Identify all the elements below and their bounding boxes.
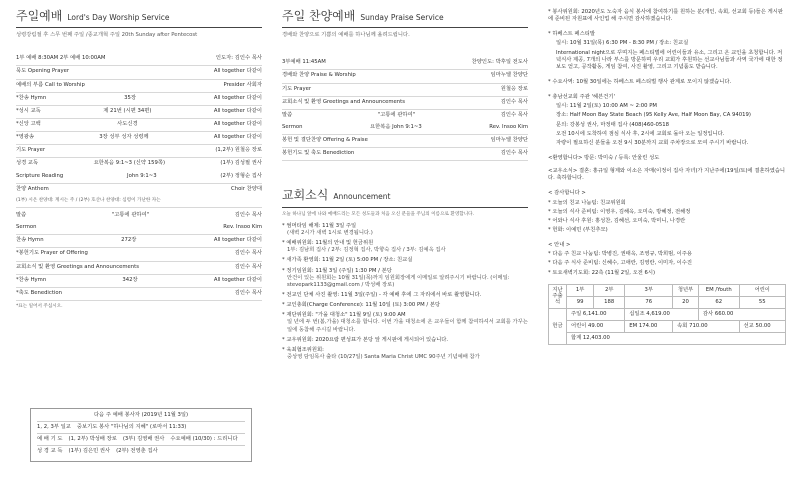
offering-cell: EM 174.00 [625, 321, 673, 333]
sermon-label-en: Sermon [16, 224, 37, 231]
announcement-title: * 정기임원회: 11월 3일 (주일) 1:30 PM / 본당 [282, 267, 392, 274]
sermon-preacher: 김인수 목사 [234, 212, 262, 219]
order-item [16, 93, 262, 106]
att-header: 어린이 [739, 284, 785, 296]
announcement-item [282, 310, 528, 334]
news-title-ko: 교회소식 [282, 188, 329, 203]
leader-text: 인도자: 김인수 목사 [215, 55, 262, 62]
sermon-label: 말씀 [16, 212, 27, 219]
reading-passage-en: John 9:1~3 [127, 172, 157, 179]
announcement-item [282, 238, 528, 255]
hike-schedule: 오전 10시에 도착하여 점심 식사 후, 2시에 교회로 돌아 오는 일정입니다. [556, 130, 725, 137]
announcement-title: * 전교인 단체 사진 촬영: 11월 3일(주일) - 각 예배 후에 그 자리에서 바로 촬영합니다. [282, 291, 482, 298]
order-item-label: 교회소식 및 환영 Greetings and Announcements [16, 263, 139, 270]
reading-passage: 요한복음 9:1~3 (신약 159쪽) [93, 160, 166, 167]
anthem-label: 찬양 Anthem [16, 185, 49, 192]
order-item-person: All together 다같이 [213, 237, 262, 244]
anthem-choir: Choir 찬양대 [231, 185, 262, 192]
order-item [16, 80, 262, 93]
schedule-cell: 예 배 기 도 [37, 436, 63, 443]
praise-item [282, 84, 528, 97]
order-item-detail: 3장 성부 성자 성령께 [99, 134, 149, 141]
announcement-item [282, 345, 528, 362]
member-news: <교우소식> 결혼: 홍규일 형제와 이소은 자매(이정이 집사 자녀)가 지난주에(19일/토)에 결혼하였습니다. 축하합니다. [548, 168, 786, 182]
praise-sermon-preacher-en: Rev. Insoo Kim [489, 124, 528, 131]
offering-label: 헌금 [549, 308, 567, 344]
praise-sermon-label: 말씀 [282, 111, 293, 118]
order-item [16, 132, 262, 145]
worship-column [16, 8, 262, 310]
order-item-person: All together 다같이 [213, 107, 262, 114]
guide-item: * 다음 주 친교 나눔팀: 박병진, 권태옥, 조영규, 박희범, 이주용 [548, 251, 693, 258]
sermon-title: "고통에 관하여" [111, 212, 150, 219]
order-item [16, 119, 262, 132]
announcement-title: * 예배위원회: 11월의 안내 및 헌금위원 [282, 240, 374, 247]
announcement-title: * 육최협조위원회: [282, 346, 324, 353]
service-committee-note: * 봉사위원회: 2020년도 노숙자 음식 봉사에 참여하기를 원하는 분(개인, 속회, 선교회 등)들은 게시판에 준비된 자원표에 사인업 해 주시면 감사하겠습니다. [548, 9, 783, 23]
harvest-desc: International night으로 꾸며지는 페스티벌에 어린이들과 유소, 그리고 온 교인을 초청합니다. 저녁식사 제공, 7개의 나라 부스를 방문하며 우리 교회가 후원하는 선교사님들과 사역 국가에 대한 정보도 얻고, 공작활동, 게임 참여, 사진 촬영, 그리고 기념품도 받습니다. [556, 49, 783, 70]
praise-sermon-title: "고통에 관하여" [377, 111, 416, 118]
order-item-label: *성시 교독 [16, 107, 41, 114]
anthem-row [16, 184, 262, 196]
schedule-cell: (1, 2부) 박성배 장로 [68, 436, 117, 443]
praise-sermon-row-2 [282, 122, 528, 135]
praise-item-label: 기도 Prayer [282, 85, 312, 92]
order-item-detail: 342장 [122, 276, 138, 283]
announcement-detail: 안건이 있는 위원회는 10월 31일(목)까지 임원회장에게 이메일로 알려주시기 바랍니다. (이메일: stevepark1133@gmail.com / 박성배 장로) [287, 274, 510, 288]
order-item-person: 김인수 목사 [234, 263, 262, 270]
att-value: 55 [739, 296, 785, 308]
announcement-title: * 새가족 환영회: 11월 2일 (토) 5:00 PM / 장소: 친교실 [282, 257, 413, 264]
worship-times [16, 53, 262, 66]
attendance-label: 지난주출석 [549, 284, 567, 308]
order-item [16, 275, 262, 288]
worship-subtitle: 성령강림절 후 스무 번째 주일 /종교개혁 주일 20th Sunday after Pentecost [16, 32, 198, 39]
order-item-person: All together 다같이 [213, 121, 262, 128]
welcome-note: <환영합니다> 방문: 박미숙 / 등록: 안울린 성도 [548, 154, 660, 161]
praise-item-person: 김인수 목사 [500, 150, 528, 157]
reading-row-2 [16, 171, 262, 184]
praise-title-en: Sunday Praise Service [360, 13, 444, 22]
hike-contact: 문의: 강봉성 권사, 마정태 집사 (408)460-0518 [556, 121, 670, 128]
reading-person-2: (2부) 정형순 집사 [220, 172, 262, 179]
praise-sermon-preacher: 김인수 목사 [500, 111, 528, 118]
offering-table [548, 284, 786, 346]
order-item-person: All together 다같이 [213, 68, 262, 75]
att-header: EM /Youth [698, 284, 739, 296]
anthem-note: (1부) 시온 찬양대: 계시는 주 / (2부) 호산나 찬양대: 심령이 가난한 자는 [16, 196, 262, 208]
next-week-schedule [30, 408, 252, 462]
praise-item-label: 봉헌기도 및 축도 Benediction [282, 150, 355, 157]
schedule-row [37, 433, 245, 445]
guide-item: * 토요새벽기도회: 22측 (11월 2일, 오전 6시) [548, 269, 656, 276]
offering-cell: 어린이 49.00 [567, 321, 625, 333]
order-item [16, 248, 262, 261]
praise-sermon-passage: 요한복음 John 9:1~3 [370, 124, 422, 131]
order-item-label: 기도 Prayer [16, 147, 46, 154]
praise-subtitle: 경배와 찬양으로 기쁨의 예배를 하나님께 올려드립니다. [282, 32, 410, 39]
announcement-title: * 재단위원회: "가을 대청소" 11월 9일 (토) 9:00 AM [282, 312, 406, 319]
att-value: 99 [567, 296, 594, 308]
schedule-header: 다음 주 예배 봉사자 (2019년 11월 3일) [93, 412, 189, 418]
order-item-detail: 272장 [121, 237, 137, 244]
praise-title [282, 8, 528, 28]
order-item-label: 찬송 Hymn [16, 237, 44, 244]
thanks-item: * 오늘의 친교 나눔팀: 친교위원회 [548, 199, 626, 206]
schedule-row [37, 445, 245, 457]
order-item-detail: 사도신경 [117, 121, 138, 128]
order-item-person: 김인수 목사 [234, 289, 262, 296]
announcement-detail: 일 년에 두 번(봄,가을) 대청소를 합니다. 이번 가을 대청소에 온 교우들이 함께 참여하셔서 교회를 가꾸는 일에 동참해 주시길 바랍니다. [287, 319, 528, 333]
wednesday-note: * 수요사역: 10월 30일에는 하베스트 페스티벌 행사 관계로 모이지 않겠습니다. [548, 78, 732, 85]
thanks-item: * 어와나 식사 후원: 홍성찬, 김혜선, 오미숙, 박미니, 나경란 [548, 217, 686, 224]
praise-column [282, 8, 528, 362]
order-item-person: All together 다같이 [213, 94, 262, 101]
order-item-person: All together 다같이 [213, 134, 262, 141]
schedule-cell: (2부) 전영춘 집사 [116, 448, 158, 455]
reading-person-1: (1부) 김성필 권사 [220, 160, 262, 167]
order-item-person: All together 다같이 [213, 276, 262, 283]
thanks-item: * 헌화: 이예민 (부친추모) [548, 226, 608, 233]
schedule-cell: 성 경 교 독 [37, 448, 63, 455]
offering-total: 합계 12,403.00 [567, 333, 786, 345]
praise-item-person: 임마누엘 찬양단 [490, 137, 528, 144]
schedule-row [37, 421, 245, 433]
announcement-detail: (새벽 2시가 새벽 1시로 변경됩니다.) [287, 229, 373, 236]
announcement-title: * 교인총회(Charge Conference): 11월 10일 (토) 3:00 PM / 본당 [282, 302, 441, 309]
announcement-item [282, 335, 528, 345]
worship-title-en: Lord's Day Worship Service [67, 13, 170, 22]
sermon-preacher-en: Rev. Insoo Kim [223, 224, 262, 231]
thanks-item: * 오늘의 식사 준비팀: 이영우, 김해옥, 오미숙, 방혜정, 전해정 [548, 208, 691, 215]
guide-title: < 안내 > [548, 242, 571, 249]
guide-item: * 다음 주 식사 준비팀: 신혜수, 고애란, 김영란, 이미자, 이수진 [548, 260, 693, 267]
order-item-label: *신앙 고백 [16, 121, 41, 128]
hike-place: 장소: Half Moon Bay State Beach (95 Kelly Ave, Half Moon Bay, CA 94019) [556, 112, 751, 119]
praise-time [282, 57, 528, 70]
order-item-label: *찬송 Hymn [16, 94, 47, 101]
att-header: 2부 [594, 284, 625, 296]
announcement-item [282, 266, 528, 290]
order-item-detail: 제 21번 (시편 34편) [103, 107, 152, 114]
att-header: 3부 [625, 284, 673, 296]
order-item [16, 288, 262, 301]
thanks-title: < 감사합니다 > [548, 190, 586, 197]
order-item [16, 145, 262, 158]
announcement-detail: 1부: 김남희 집사 / 2부: 김정혁 집사, 박향숙 집사 / 3부: 김예옥 집사 [287, 247, 446, 254]
order-item-detail: 35장 [124, 94, 136, 101]
harvest-time: 일시: 10월 31일(목) 6:30 PM - 8:30 PM / 장소: 친교실 [556, 40, 689, 47]
harvest-title: * 하베스트 페스티발 [548, 31, 595, 38]
order-item [16, 235, 262, 248]
praise-item-person: 김인수 목사 [500, 98, 528, 105]
stand-footnote: *표는 일어서 주십시오. [16, 304, 63, 310]
praise-leader: 찬양인도: 박후일 전도사 [471, 59, 528, 66]
offering-cell: 십일조 4,619.00 [625, 308, 699, 320]
news-title [282, 187, 528, 207]
announcement-title: * 교우위원회: 2020요람 편성표가 본당 앞 게시판에 게시되어 있습니다. [282, 336, 449, 343]
order-item-person: Presider 사회자 [223, 81, 262, 88]
news-title-en: Announcement [333, 192, 391, 202]
announcement-item [282, 221, 528, 238]
reading-label: 성경 교독 [16, 160, 39, 167]
praise-item [282, 135, 528, 148]
praise-title-ko: 주일 찬양예배 [282, 9, 356, 23]
announcement-item [282, 255, 528, 265]
order-item [16, 106, 262, 119]
times-text: 1부 예배 8:30AM 2부 예배 10:00AM [16, 55, 106, 62]
offering-cell: 속회 710.00 [673, 321, 739, 333]
att-header: 1부 [567, 284, 594, 296]
praise-item-label: 경배와 찬양 Praise & Worship [282, 72, 356, 79]
announcements [282, 208, 528, 362]
praise-item-label: 봉헌 및 결단찬양 Offering & Praise [282, 137, 368, 144]
order-item-label: *영광송 [16, 134, 34, 141]
reading-label-en: Scripture Reading [16, 172, 64, 179]
praise-item-person: 원철응 장로 [500, 85, 528, 92]
schedule-cell: (3부) 김영배 권사 [122, 436, 165, 443]
offering-cell: 선교 50.00 [739, 321, 785, 333]
offering-cell: 주일 6,141.00 [567, 308, 625, 320]
sermon-row-2 [16, 222, 262, 235]
schedule-cell: 중보기도 봉사 "하나님의 지혜" (로마서 11:33) [76, 424, 187, 431]
schedule-cell: 1, 2, 3부 일교 [37, 424, 71, 431]
news-intro: 오늘 하나님 앞에 나와 예배드리는 모든 성도들과 처음 오신 분들을 주님의 이름으로 환영합니다. [282, 211, 475, 217]
announcement-title: * 썸머타임 해제: 11월 3일 주일 [282, 222, 357, 229]
schedule-cell: 수요예배 (10/30) : 드리니다 [170, 436, 238, 443]
worship-title-ko: 주일예배 [16, 9, 63, 23]
order-item-label: *축도 Benediction [16, 289, 62, 296]
schedule-cell: (1부) 김은민 권사 [68, 448, 111, 455]
praise-item [282, 97, 528, 110]
sermon-row-1 [16, 208, 262, 222]
order-item-label: *봉헌기도 Prayer of Offering [16, 250, 88, 257]
reading-row-1 [16, 158, 262, 170]
order-item-person: (1,2부) 원철응 장로 [215, 147, 262, 154]
offering-cell: 감사 660.00 [698, 308, 785, 320]
news-continued-column [548, 8, 786, 345]
praise-sermon-label-en: Sermon [282, 124, 303, 131]
att-header: 청년부 [673, 284, 699, 296]
praise-item [282, 148, 528, 161]
hike-title: * 총남선교회 주관 '헤븐건기' [548, 94, 615, 101]
att-value: 62 [698, 296, 739, 308]
hike-time: 일시: 11월 2일(토) 10:00 AM ~ 2:00 PM [556, 103, 657, 110]
att-value: 20 [673, 296, 699, 308]
att-value: 76 [625, 296, 673, 308]
att-value: 188 [594, 296, 625, 308]
praise-time-text: 3부예배 11:45AM [282, 59, 326, 66]
order-item-label: 예배의 부름 Call to Worship [16, 81, 85, 88]
order-item-label: *찬송 Hymn [16, 276, 47, 283]
praise-item-label: 교회소식 및 환영 Greetings and Announcements [282, 98, 405, 105]
announcement-detail: 중상영 담임목사 출타 (10/27일) Santa Maria Christ UMC 90주년 기념예배 참가 [287, 353, 480, 360]
order-item [16, 66, 262, 79]
announcement-item [282, 300, 528, 310]
worship-title [16, 8, 262, 28]
praise-sermon-row-1 [282, 110, 528, 122]
hike-parking: 자량이 필요하신 분들을 오전 9시 30분까지 교회 주차장으로 모여 주시기 바랍니다. [556, 139, 749, 146]
announcement-item [282, 290, 528, 300]
order-item-person: 김인수 목사 [234, 250, 262, 257]
praise-item [282, 70, 528, 83]
order-item-label: 묵도 Opening Prayer [16, 68, 70, 75]
praise-item-person: 임마누엘 찬양단 [490, 72, 528, 79]
order-item [16, 262, 262, 275]
